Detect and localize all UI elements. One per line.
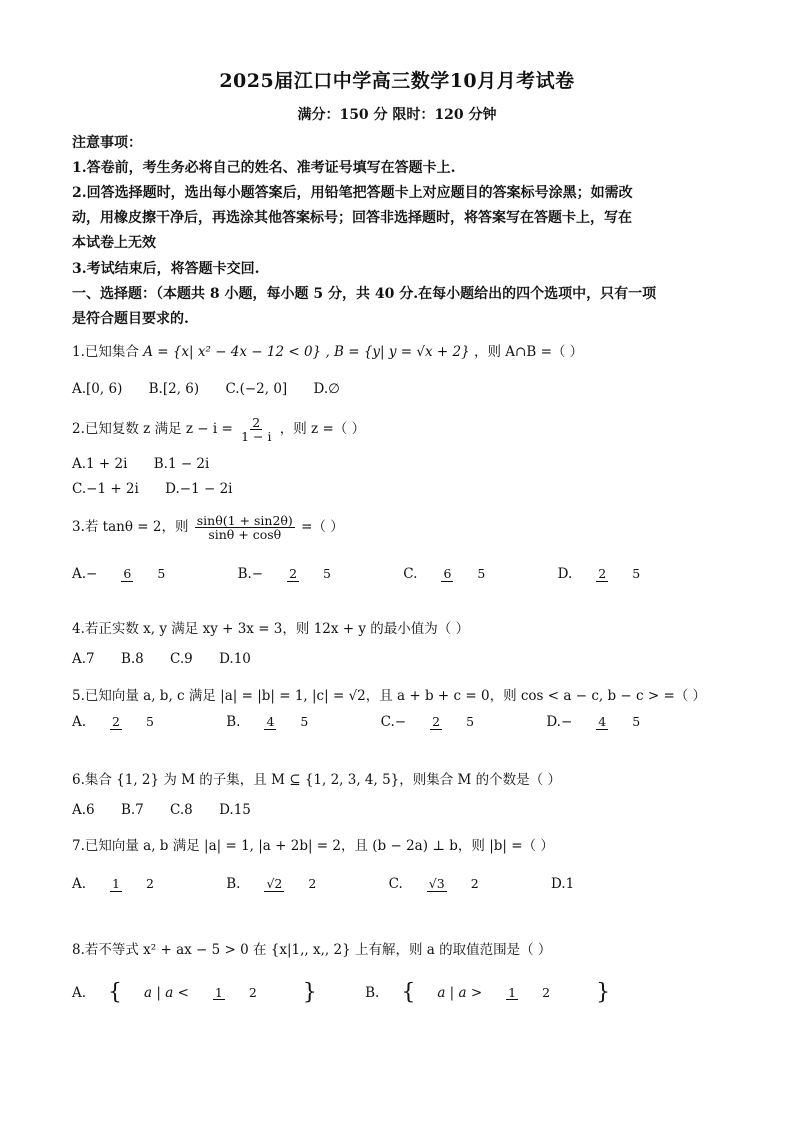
question-2-options-row2	[72, 481, 254, 497]
option-b: B.1 − 2i	[153, 456, 210, 472]
option-a: A.7	[72, 651, 95, 667]
option-d: D.− 4 5	[546, 714, 641, 730]
option-c: C.8	[170, 802, 193, 818]
question-2-tail: ，则 z =（ ）	[279, 421, 366, 438]
note-item-2-end: 本试卷上无效	[72, 235, 156, 251]
option-c: C. √3 2	[388, 876, 479, 892]
option-b: B. { a | a > 1 2 }	[365, 980, 611, 1005]
option-a: A. 1 2	[72, 876, 154, 892]
option-a: A.1 + 2i	[72, 456, 128, 472]
question-2-options-row1	[72, 456, 231, 472]
section-heading-cont: 是符合题目要求的.	[72, 311, 189, 327]
option-c: C.−1 + 2i	[72, 481, 139, 497]
option-a: A.6	[72, 802, 95, 818]
note-item-2: 2.回答选择题时，选出每小题答案后，用铅笔把答题卡上对应题目的答案标号涂黑；如需改	[72, 185, 633, 201]
question-1-set-b: , B = {y| y = √x + 2}	[325, 344, 470, 360]
question-8: 8.若不等式 x² + ax − 5 > 0 在 {x|1,, x,, 2} 上有解，则 a 的取值范围是（ ）	[72, 942, 552, 958]
question-3-stem: 3.若 tanθ = 2，则	[72, 519, 189, 536]
section-heading: 一、选择题：（本题共 8 小题，每小题 5 分，共 40 分.在每小题给出的四个选项中，只有一项	[72, 286, 657, 302]
option-c: C.9	[170, 651, 193, 667]
question-2-stem: 2.已知复数 z 满足 z − i =	[72, 421, 233, 438]
option-d: D.∅	[313, 381, 340, 397]
option-b: B.8	[120, 651, 144, 667]
fraction-numerator: 2	[252, 415, 261, 430]
question-2-fraction	[239, 416, 273, 443]
option-a: A. { a | a < 1 2 }	[72, 980, 317, 1005]
option-d: D.10	[219, 651, 251, 667]
question-1-options	[72, 381, 362, 397]
question-5: 5.已知向量 a, b, c 满足 |a| = |b| = 1, |c| = √2，且 a + b + c = 0，则 cos < a − c, b − c > =（ ）	[72, 688, 707, 704]
fraction-denominator: sinθ + cosθ	[208, 527, 282, 543]
question-1-set-a: A = {x| x² − 4x − 12 < 0}	[143, 344, 322, 360]
option-d: D.1	[550, 876, 575, 892]
question-5-options	[72, 714, 708, 730]
option-a: A. 2 5	[72, 714, 154, 730]
note-item-1: 1.答卷前，考生务必将自己的姓名、准考证号填写在答题卡上.	[72, 160, 456, 176]
note-item-2-cont: 动，用橡皮擦干净后，再选涂其他答案标号；回答非选择题时，将答案写在答题卡上，写在	[72, 210, 632, 226]
question-6-options	[72, 802, 273, 818]
question-3-tail: =（ ）	[301, 519, 344, 536]
fraction-denominator: 1 − i	[241, 429, 272, 445]
question-2	[72, 416, 365, 443]
option-b: B. 4 5	[226, 714, 309, 730]
question-6: 6.集合 {1, 2} 为 M 的子集，且 M ⊆ {1, 2, 3, 4, 5}，则集合 M 的个数是（ ）	[72, 772, 561, 788]
question-7: 7.已知向量 a, b 满足 |a| = 1, |a + 2b| = 2，且 (b − 2a) ⊥ b，则 |b| =（ ）	[72, 838, 554, 854]
page-title: 2025届江口中学高三数学10月月考试卷	[219, 70, 575, 92]
question-3	[72, 514, 344, 541]
option-d: D. 2 5	[557, 566, 641, 582]
fraction-numerator: sinθ(1 + sin2θ)	[196, 513, 293, 528]
option-b: B.− 2 5	[237, 566, 331, 582]
exam-info: 满分：150 分 限时：120 分钟	[297, 107, 497, 123]
option-b: B.7	[120, 802, 144, 818]
option-d: D.15	[219, 802, 251, 818]
option-c: C.(−2, 0]	[225, 381, 288, 397]
notes-heading: 注意事项：	[72, 135, 142, 151]
question-1-stem: 1.已知集合	[72, 344, 139, 360]
note-item-3: 3.考试结束后，将答题卡交回.	[72, 261, 260, 277]
question-4: 4.若正实数 x, y 满足 xy + 3x = 3，则 12x + y 的最小值为（ ）	[72, 621, 470, 637]
option-d: D.−1 − 2i	[165, 481, 233, 497]
option-b: B. √2 2	[226, 876, 317, 892]
question-4-options	[72, 651, 273, 667]
option-c: C. 6 5	[403, 566, 486, 582]
option-b: B.[2, 6)	[148, 381, 200, 397]
option-a: A.[0, 6)	[72, 381, 123, 397]
option-a: A.− 6 5	[72, 566, 166, 582]
option-c: C.− 2 5	[380, 714, 475, 730]
question-3-options	[72, 566, 708, 582]
question-1-tail: ，则 A∩B =（ ）	[474, 344, 584, 360]
question-8-options	[72, 982, 654, 1004]
question-1	[72, 340, 583, 360]
question-3-fraction	[195, 514, 295, 541]
question-7-options	[72, 876, 596, 892]
